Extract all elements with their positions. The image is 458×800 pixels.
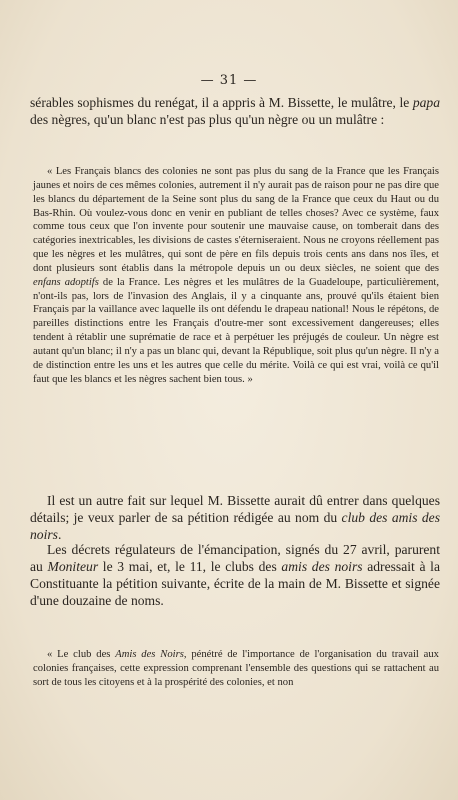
text-segment: , pénétré de l'importance de l'organisation du travail aux colonies françaises, cette expression comprenant l'ensemble des questions qui se rattachent au sort de tous les citoyens et à la prospérité des colonies, et non bbox=[33, 649, 439, 688]
text-segment: le 3 mai, et, le 11, le clubs des bbox=[98, 559, 282, 574]
quotation-club-petition bbox=[33, 648, 439, 690]
italic-segment: papa bbox=[412, 95, 440, 110]
italic-segment: Amis des Noirs bbox=[115, 649, 184, 660]
text-segment: Les décrets régulateurs de l'émancipation, signés du 27 avril, parurent au bbox=[30, 542, 440, 574]
italic-segment: Moniteur bbox=[47, 559, 99, 574]
italic-segment: amis des noirs bbox=[281, 559, 363, 574]
text-segment: « Les Français blancs des colonies ne sont pas plus du sang de la France que les Français jaunes et noirs de ces mêmes colonies, autrement il n'y aurait pas de raison pour ne pas dire que les blancs du département de la Seine sont plus du sang de la France que ceux du Haut ou du Bas-Rhin. Où voulez-vous donc en venir en publiant de telles choses? Avec ce système, faux comme tous ceux que l'on invente pour soutenir une mauvaise cause, on tomberait dans des catégories inextricables, les divisions de castes s'éterniseraient. Nous ne croyons réellement pas que les nègres et les mulâtres, qui sont de père en fils depuis trois cents ans dans nos îles, et dont plusieurs sont établis dans la métropole depuis un ou deux siècles, ne soient que des bbox=[33, 166, 439, 274]
text-segment: . bbox=[57, 527, 62, 542]
paragraph-renegade-sophisms bbox=[30, 94, 440, 128]
quotation-french-colonies bbox=[33, 165, 439, 387]
text-segment: de la France. Les nègres et les mulâtres de la Guadeloupe, particulièrement, n'ont-ils pas, lors de l'invasion des Anglais, il y a cinquante ans, prouvé qu'ils étaient bien Français par la vaillance avec laquelle ils ont défendu le drapeau national! Nous le répétons, de pareilles distinctions entre les Français d'outre-mer sont excessivement dangereuses; elles tendent à rétablir une suprématie de race et à perpétuer les préjugés de couleur. Un nègre est autant qu'un blanc; il n'y a pas un blanc qui, devant la République, soit plus qu'un nègre. Il n'y a de distinction entre les uns et les autres que celle du mérite. Voilà ce qui est vrai, voilà ce qu'il faut que les blancs et les nègres sachent bien tous. » bbox=[33, 276, 439, 385]
page-number: — 31 — bbox=[200, 73, 258, 88]
italic-segment: enfans adoptifs bbox=[33, 276, 99, 288]
text-segment: des nègres, qu'un blanc n'est pas plus qu'un nègre ou un mulâtre : bbox=[30, 112, 385, 127]
text-segment: adressait à la Constituante la pétition suivante, écrite de la main de M. Bissette et signée d'une douzaine de noms. bbox=[30, 559, 440, 608]
paragraph-petition bbox=[30, 492, 440, 543]
paragraph-emancipation-decrees bbox=[30, 541, 440, 609]
italic-segment: club des amis des noirs bbox=[30, 510, 440, 542]
text-segment: Il est un autre fait sur lequel M. Bissette aurait dû entrer dans quelques détails; je veux parler de sa pétition rédigée au nom du bbox=[30, 493, 440, 525]
text-segment: « Le club des bbox=[47, 649, 116, 660]
text-segment: sérables sophismes du renégat, il a appris à M. Bissette, le mulâtre, le bbox=[30, 95, 413, 110]
